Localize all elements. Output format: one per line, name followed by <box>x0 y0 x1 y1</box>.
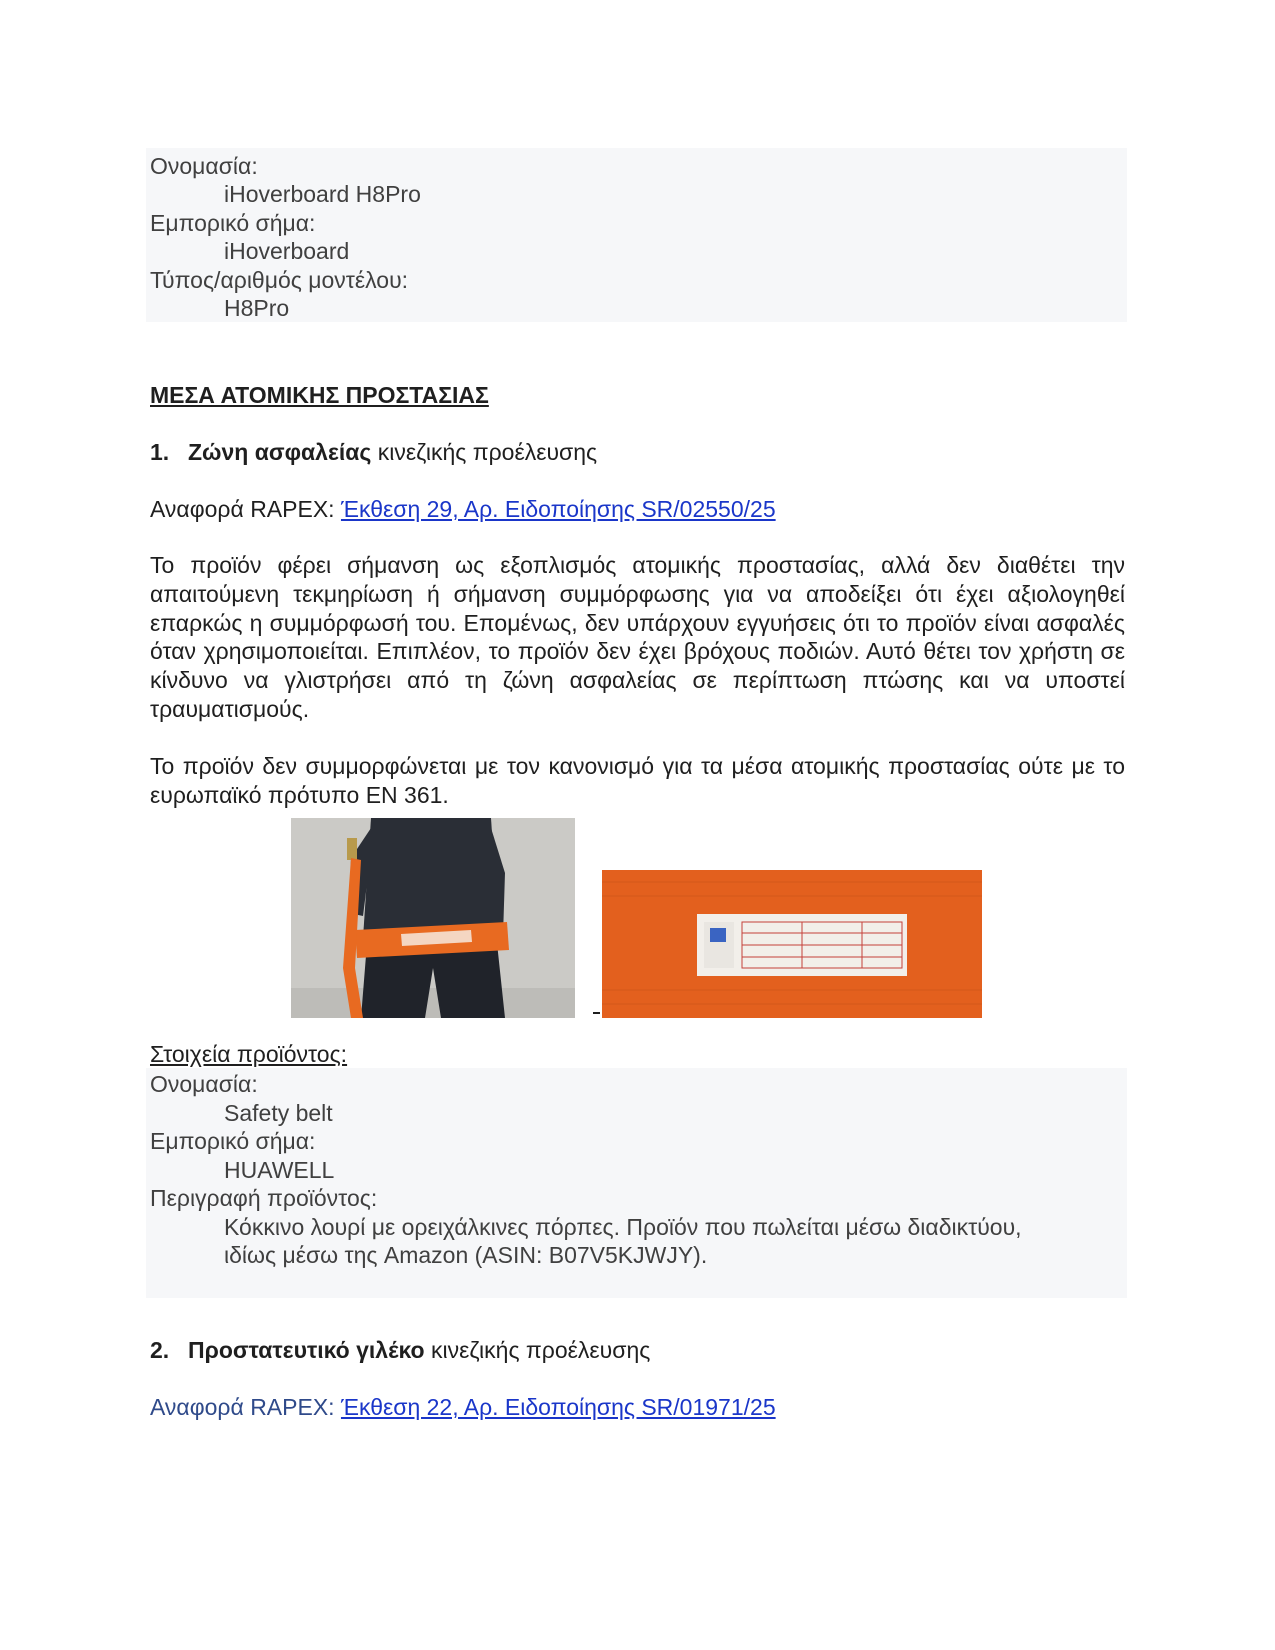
item1-number: 1. <box>150 439 170 465</box>
item1-title-rest: κινεζικής προέλευσης <box>371 439 598 465</box>
safety-belt-label-photo <box>602 870 982 1018</box>
item2-rapex <box>150 1393 776 1421</box>
item1-desc-line1: Κόκκινο λουρί με ορειχάλκινες πόρπες. Προϊόν που πωλείται μέσω διαδικτύου, <box>224 1214 1022 1240</box>
item1-paragraph-1: Το προϊόν φέρει σήμανση ως εξοπλισμός ατομικής προστασίας, αλλά δεν διαθέτει την απαιτούμενη τεκμηρίωση ή σήμανση συμμόρφωσης για να αποδείξει ότι έχει αξιολογηθεί επαρκώς η συμμόρφωσή του. Επομένως, δεν υπάρχουν εγγυήσεις ότι το προϊόν είναι ασφαλές όταν χρησιμοποιείται. Επιπλέον, το προϊόν δεν έχει βρόχους ποδιών. Αυτό θέτει τον χρήστη σε κίνδυνο να γλιστρήσει από τη ζώνη ασφαλείας σε περίπτωση πτώσης και να υποστεί τραυματισμούς. <box>150 552 1125 722</box>
section-title: ΜΕΣΑ ΑΤΟΜΙΚΗΣ ΠΡΟΣΤΑΣΙΑΣ <box>150 382 489 408</box>
item1-rapex-label: Αναφορά RAPEX: <box>150 496 341 522</box>
brand-value: iHoverboard <box>224 238 350 264</box>
item1-paragraph-2: Το προϊόν δεν συμμορφώνεται με τον κανονισμό για τα μέσα ατομικής προστασίας ούτε με το ευρωπαϊκό πρότυπο EN 361. <box>150 753 1125 808</box>
item1-name-label: Ονομασία: <box>150 1071 258 1097</box>
item2-title-rest: κινεζικής προέλευσης <box>424 1337 651 1363</box>
item1-name-value: Safety belt <box>224 1100 333 1126</box>
item1-brand-value: HUAWELL <box>224 1157 335 1183</box>
details-heading: Στοιχεία προϊόντος: <box>150 1041 348 1067</box>
item1-desc-label: Περιγραφή προϊόντος: <box>150 1185 378 1211</box>
item2-number: 2. <box>150 1337 170 1363</box>
item2-title-bold: Προστατευτικό γιλέκο <box>188 1337 425 1363</box>
image-caption-dash <box>593 1012 600 1014</box>
item1-title-bold: Ζώνη ασφαλείας <box>188 439 372 465</box>
model-label: Τύπος/αριθμός μοντέλου: <box>150 267 409 293</box>
name-label: Ονομασία: <box>150 153 258 179</box>
item2-rapex-link[interactable]: Έκθεση 22, Αρ. Ειδοποίησης SR/01971/25 <box>340 1394 776 1420</box>
item1-title <box>150 438 597 466</box>
item2-rapex-label: Αναφορά RAPEX: <box>150 1394 341 1420</box>
safety-belt-worn-photo <box>291 818 575 1018</box>
item1-brand-label: Εμπορικό σήμα: <box>150 1128 316 1154</box>
item1-desc-line2: ιδίως μέσω της Amazon (ASIN: B07V5KJWJY). <box>224 1242 708 1268</box>
item1-rapex <box>150 495 776 523</box>
brand-label: Εμπορικό σήμα: <box>150 210 316 236</box>
model-value: H8Pro <box>224 295 290 321</box>
item1-rapex-link[interactable]: Έκθεση 29, Αρ. Ειδοποίησης SR/02550/25 <box>340 496 776 522</box>
item2-title <box>150 1336 650 1364</box>
name-value: iHoverboard H8Pro <box>224 181 421 207</box>
